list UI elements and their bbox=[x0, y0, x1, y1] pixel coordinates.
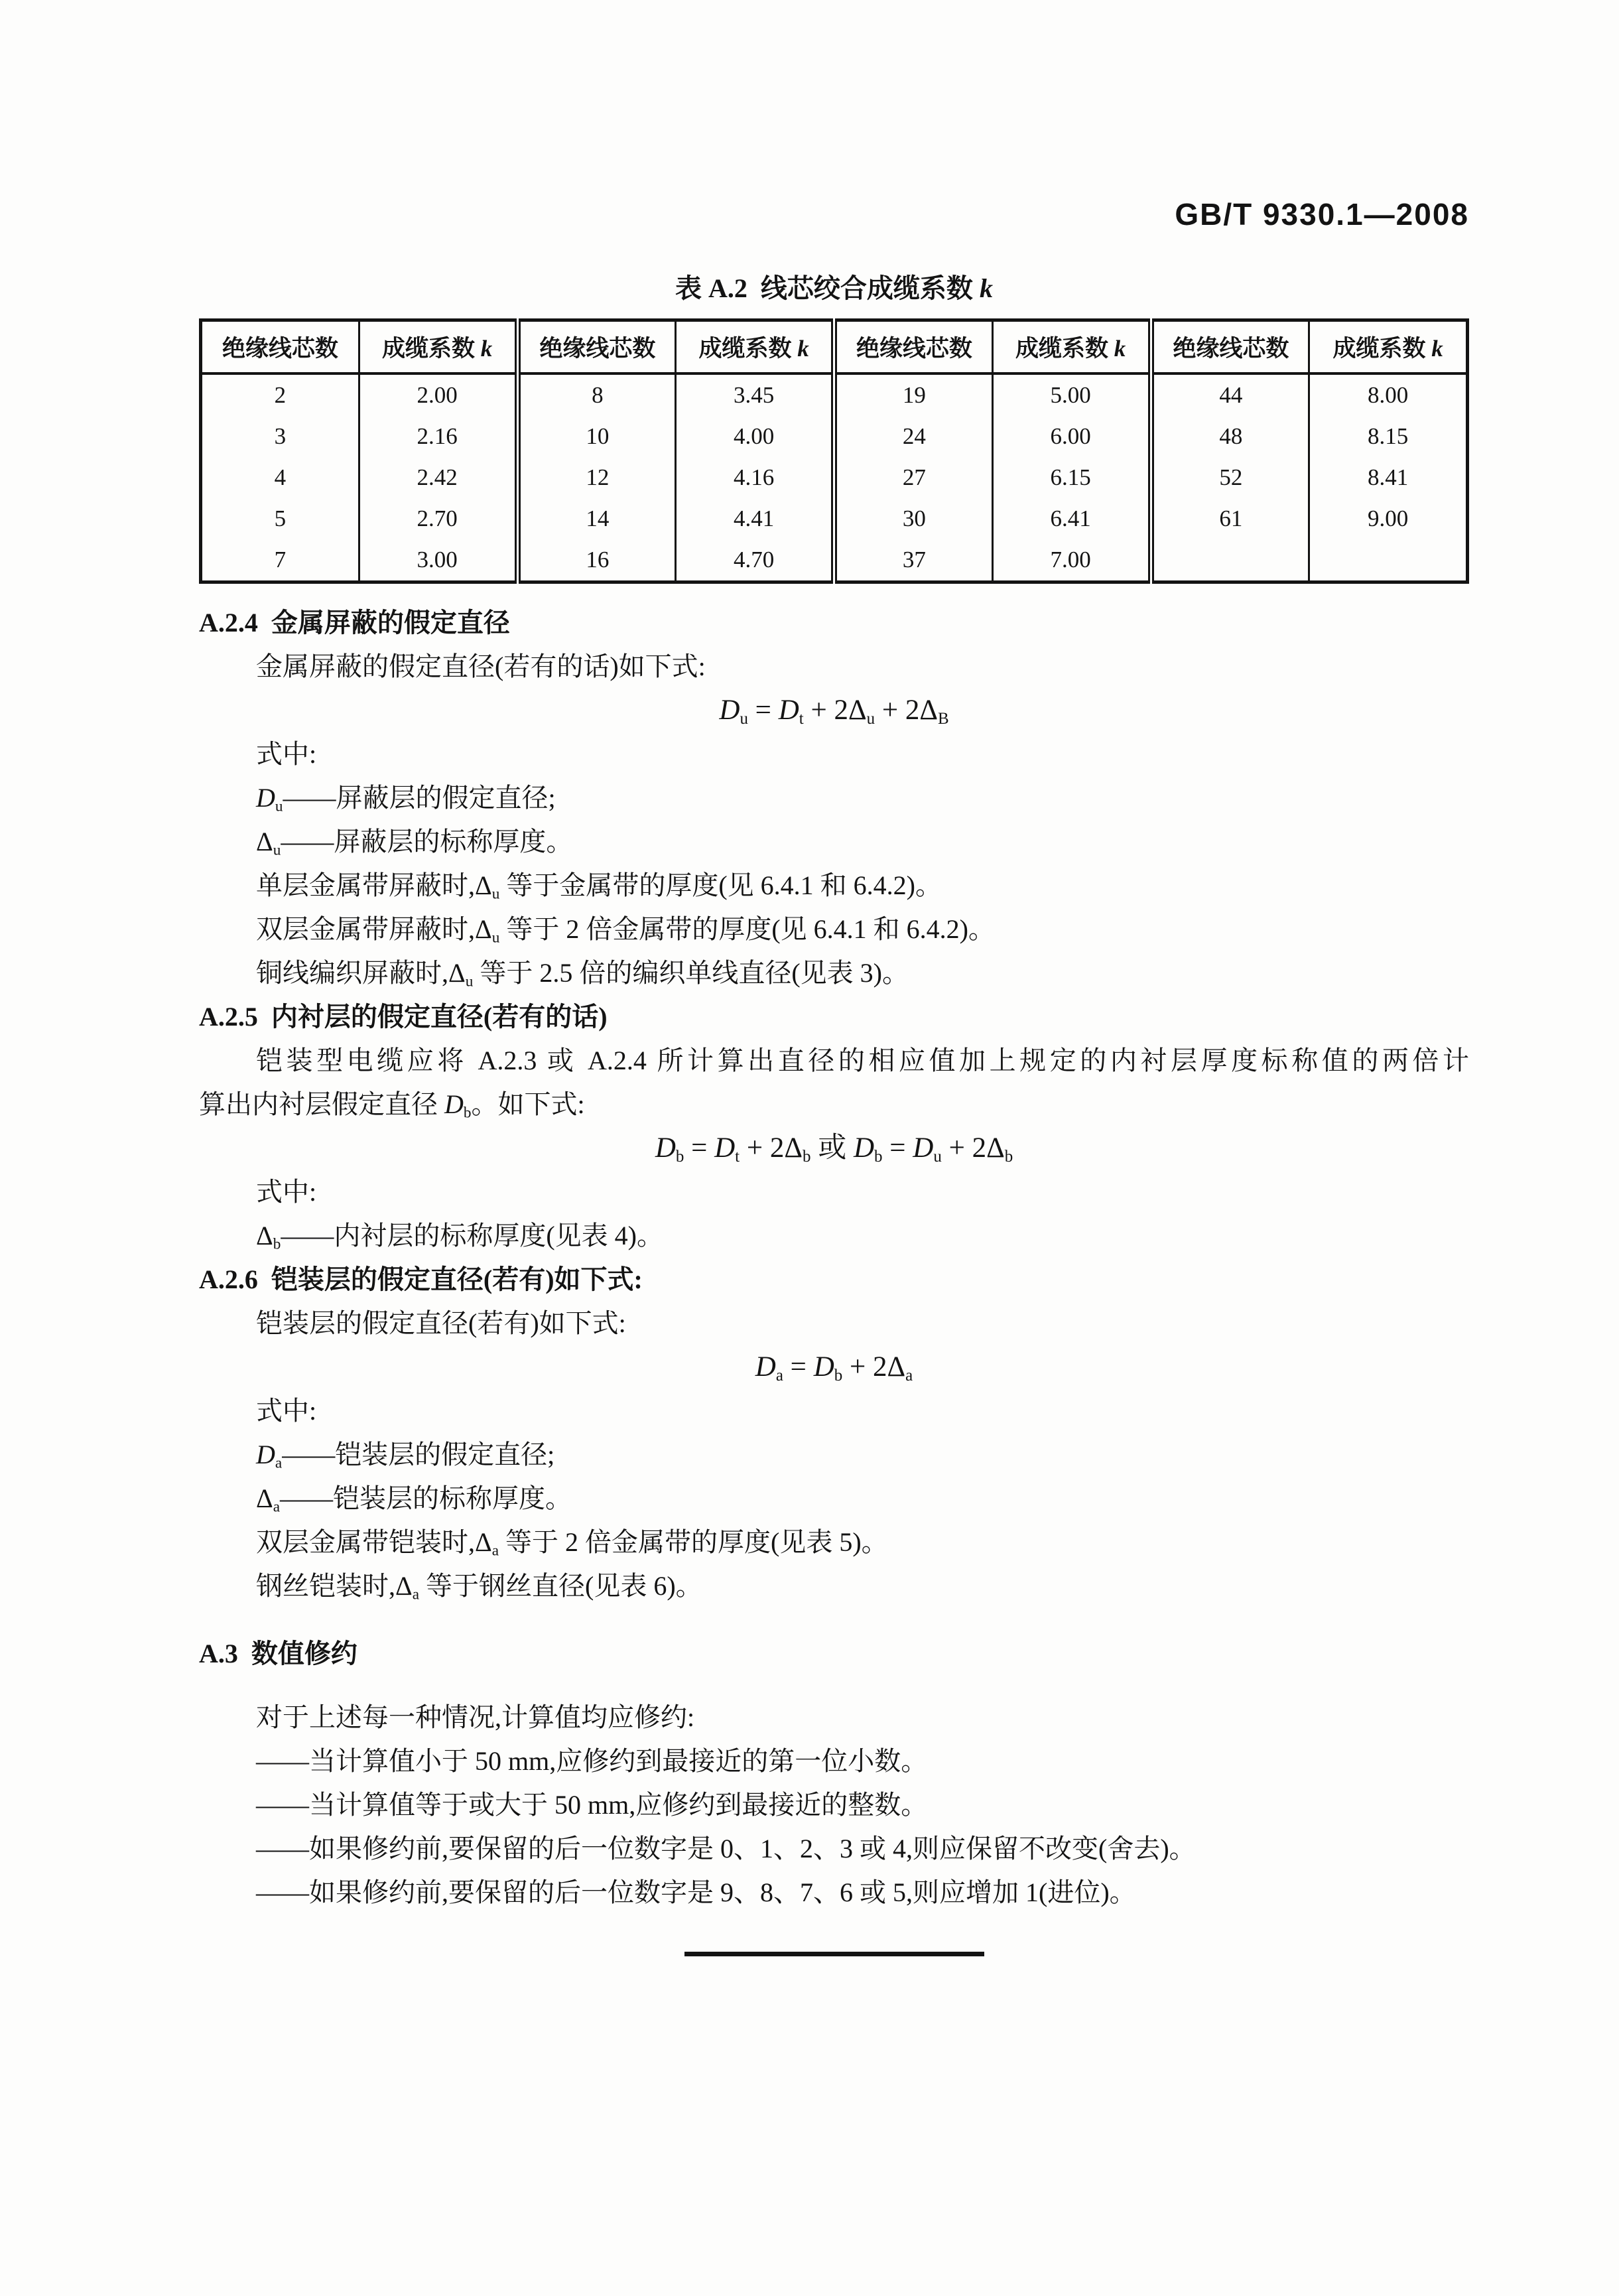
a24-note-line: 双层金属带屏蔽时$,\Delta_u$ 等于 2 倍金属带的厚度(见 6.4.1 和 6.4.2)。 bbox=[256, 914, 995, 947]
table-cell: 8.15 bbox=[1309, 416, 1468, 457]
document-end-rule bbox=[684, 1952, 984, 1956]
a26-note-line: 钢丝铠装时$,\Delta_a$ 等于钢丝直径(见表 6)。 bbox=[256, 1571, 702, 1603]
a24-intro-line: 金属屏蔽的假定直径(若有的话)如下式: bbox=[256, 651, 706, 681]
table-row bbox=[201, 539, 1468, 582]
table-cell: 7 bbox=[274, 547, 287, 573]
table-body bbox=[201, 373, 1468, 582]
a26-intro-line: 铠装层的假定直径(若有)如下式: bbox=[256, 1308, 626, 1338]
table-cell bbox=[1151, 539, 1309, 582]
table-cell: 8.00 bbox=[1309, 373, 1468, 416]
table-cell: 2.42 bbox=[359, 457, 517, 498]
a3-list-item: ——当计算值等于或大于 50 mm,应修约到最接近的整数。 bbox=[256, 1790, 928, 1820]
table-cell: 8.41 bbox=[1309, 457, 1468, 498]
table-cell: 5 bbox=[274, 506, 287, 531]
table-cell: 8 bbox=[517, 373, 676, 416]
a3-list-item: ——如果修约前,要保留的后一位数字是 0、1、2、3 或 4,则应保留不改变(舍去)。 bbox=[256, 1834, 1196, 1863]
table-cell: 24 bbox=[834, 416, 993, 457]
table-head-row bbox=[201, 320, 1468, 374]
table-cell: 4.41 bbox=[676, 498, 834, 539]
table-title: 表 A.2 线芯绞合成缆系数 k bbox=[675, 273, 993, 303]
a26-formula: $D_a = D_b + 2\Delta_a$ bbox=[755, 1351, 913, 1384]
table-cell: 4.16 bbox=[676, 457, 834, 498]
section-heading-a3: A.3 数值修约 bbox=[199, 1639, 357, 1668]
table-cell: 19 bbox=[834, 373, 993, 416]
a25-formula: $D_b = D_t + 2\Delta_b$ 或 $D_b = D_u + 2\Delta_b$ bbox=[655, 1132, 1013, 1166]
standard-number-header: GB/T 9330.1—2008 bbox=[1175, 197, 1469, 232]
table-cell: 6.15 bbox=[992, 457, 1151, 498]
a24-note-line: 铜线编织屏蔽时$,\Delta_u$ 等于 2.5 倍的编织单线直径(见表 3)。 bbox=[256, 958, 909, 990]
table-header-cell: 成缆系数 k bbox=[676, 320, 834, 374]
table-cell: 12 bbox=[517, 457, 676, 498]
table-cell: 4.00 bbox=[676, 416, 834, 457]
table-cell bbox=[1309, 539, 1468, 582]
table-cell: 2.70 bbox=[359, 498, 517, 539]
table-cell: 10 bbox=[517, 416, 676, 457]
table-header-cell: 成缆系数 k bbox=[1309, 320, 1468, 374]
a3-intro-line: 对于上述每一种情况,计算值均应修约: bbox=[256, 1702, 695, 1732]
a25-paragraph-line: 算出内衬层假定直径 $D_b$。如下式: bbox=[199, 1089, 585, 1122]
a26-definition-line: $D_a——$铠装层的假定直径; bbox=[256, 1440, 555, 1472]
table-cell: 3 bbox=[274, 423, 287, 449]
table-cell: 9.00 bbox=[1309, 498, 1468, 539]
section-heading-a26: A.2.6 铠装层的假定直径(若有)如下式: bbox=[199, 1264, 643, 1294]
section-heading-a25: A.2.5 内衬层的假定直径(若有的话) bbox=[199, 1002, 608, 1032]
section-heading-a24: A.2.4 金属屏蔽的假定直径 bbox=[199, 608, 510, 638]
a26-where-label: 式中: bbox=[256, 1396, 317, 1426]
table-cell: 2 bbox=[274, 382, 287, 408]
table-cell: 5.00 bbox=[992, 373, 1151, 416]
a24-definition-line: $D_u——$屏蔽层的假定直径; bbox=[256, 783, 556, 815]
table-header-cell: 绝缘线芯数 bbox=[1151, 320, 1309, 374]
table-cell: 3.00 bbox=[359, 539, 517, 582]
table-cell: 2.16 bbox=[359, 416, 517, 457]
table-row bbox=[201, 498, 1468, 539]
a25-paragraph-line: 铠装型电缆应将 A.2.3 或 A.2.4 所计算出直径的相应值加上规定的内衬层厚度标称值的两倍计 bbox=[256, 1046, 1469, 1075]
a24-note-line: 单层金属带屏蔽时$,\Delta_u$ 等于金属带的厚度(见 6.4.1 和 6.4.2)。 bbox=[256, 870, 942, 903]
table-cell: 30 bbox=[834, 498, 993, 539]
a3-list-item: ——当计算值小于 50 mm,应修约到最接近的第一位小数。 bbox=[256, 1746, 928, 1776]
table-cell: 7.00 bbox=[992, 539, 1151, 582]
table-header-cell: 成缆系数 k bbox=[359, 320, 517, 374]
table-cell: 4.70 bbox=[676, 539, 834, 582]
table-cell: 6.41 bbox=[992, 498, 1151, 539]
table-row bbox=[201, 457, 1468, 498]
table-cell: 14 bbox=[517, 498, 676, 539]
table-cell: 3.45 bbox=[676, 373, 834, 416]
a26-note-line: 双层金属带铠装时$,\Delta_a$ 等于 2 倍金属带的厚度(见表 5)。 bbox=[256, 1527, 888, 1560]
table-cell: 52 bbox=[1151, 457, 1309, 498]
table-cell: 44 bbox=[1151, 373, 1309, 416]
table-row bbox=[201, 373, 1468, 416]
a25-where-label: 式中: bbox=[256, 1177, 317, 1207]
table-header-cell: 绝缘线芯数 bbox=[834, 320, 993, 374]
table-cell: 48 bbox=[1151, 416, 1309, 457]
table-cell: 6.00 bbox=[992, 416, 1151, 457]
table-cell: 27 bbox=[834, 457, 993, 498]
table-cell: 2.00 bbox=[359, 373, 517, 416]
table-header-cell: 成缆系数 k bbox=[992, 320, 1151, 374]
a24-formula: $D_u = D_t + 2\Delta_u + 2\Delta_B$ bbox=[719, 695, 949, 728]
table-row bbox=[201, 416, 1468, 457]
a3-list-item: ——如果修约前,要保留的后一位数字是 9、8、7、6 或 5,则应增加 1(进位)。 bbox=[256, 1877, 1136, 1907]
table-cell: 61 bbox=[1151, 498, 1309, 539]
a24-where-label: 式中: bbox=[256, 739, 317, 769]
a24-definition-line: $\Delta_u——$屏蔽层的标称厚度。 bbox=[256, 827, 573, 859]
coefficient-table bbox=[199, 318, 1469, 584]
table-cell: 16 bbox=[517, 539, 676, 582]
a26-definition-line: $\Delta_a——$铠装层的标称厚度。 bbox=[256, 1483, 572, 1516]
table-header-cell: 绝缘线芯数 bbox=[517, 320, 676, 374]
table-cell: 4 bbox=[274, 464, 287, 490]
table-cell: 37 bbox=[834, 539, 993, 582]
table-header-cell: 绝缘线芯数 bbox=[201, 320, 359, 374]
a25-definition-line: $\Delta_b——$内衬层的标称厚度(见表 4)。 bbox=[256, 1221, 663, 1253]
